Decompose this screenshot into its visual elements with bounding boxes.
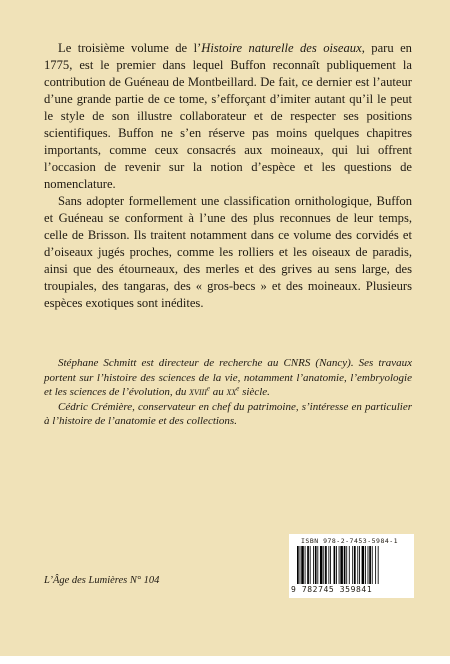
author-bio-schmitt: Stéphane Schmitt est directeur de recherche au CNRS (Nancy). Ses travaux portent sur l’histoire des sciences de la vie, notamment l’anatomie, l’embryologie et les sciences de l’évolution, du xviii$^e$ au $xx^e$ siècle. (44, 357, 412, 399)
barcode-bar (323, 546, 324, 584)
barcode-bar (339, 546, 340, 584)
book-title: Histoire naturelle des oiseaux (201, 41, 362, 55)
barcode-bar (313, 546, 314, 584)
barcode-bar (365, 546, 366, 584)
page-edge (0, 656, 450, 664)
barcode-bar (297, 546, 299, 584)
barcode-bar (340, 546, 343, 584)
barcode-bar (328, 546, 329, 584)
barcode-bar (359, 546, 360, 584)
barcode-bar (300, 546, 301, 584)
barcode-bar (354, 546, 356, 584)
barcode-bar (317, 546, 318, 584)
barcode-bar (372, 546, 373, 584)
barcode-bar (320, 546, 323, 584)
barcode-bar (325, 546, 327, 584)
barcode-bar (330, 546, 331, 584)
barcode-bar (357, 546, 358, 584)
isbn-label: ISBN 978-2-7453-5984-1 (301, 537, 399, 545)
barcode-bar (368, 546, 369, 584)
description-paragraph-1: Le troisième volume de l’Histoire naturelle des oiseaux, paru en 1775, est le premier dans lequel Buffon reconnaît publiquement la contribution de Guéneau de Montbeillard. De fait, ce dernier est l’auteur d’une grande partie de ce tome, s’efforçant d’imiter autant qu’il le peut le style de son illustre collaborateur et de respecter ses positions scientifiques. Buffon ne s’en réserve pas moins quelques chapitres importants, comme ceux consacrés aux moineaux, qui lui offrent l’occasion de revenir sur la notion d’espèce et les questions de nomenclature. (44, 41, 412, 191)
barcode-bar (307, 546, 309, 584)
author-bio-cremiere: Cédric Crémière, conservateur en chef du patrimoine, s’intéresse en particulier à l’histoire de l’anatomie et des collections. (44, 400, 412, 428)
barcode-bar (349, 546, 350, 584)
barcode-bar (344, 546, 346, 584)
barcode-digits: 9 782745 359841 (291, 585, 373, 594)
barcode-bar (378, 546, 379, 584)
barcode-bar (310, 546, 311, 584)
barcode-bar (305, 546, 306, 584)
barcode-bar (346, 546, 347, 584)
barcode (289, 534, 414, 598)
barcode-bar (334, 546, 336, 584)
description-text (44, 40, 412, 312)
barcode-bar (375, 546, 376, 584)
barcode-bar (362, 546, 365, 584)
series-label: L’Âge des Lumières N° 104 (44, 575, 160, 586)
description-paragraph-2: Sans adopter formellement une classification ornithologique, Buffon et Guéneau se conforment à l’une des plus reconnues de leur temps, celle de Brisson. Ils traitent notamment dans ce volume des corvidés et d’oiseaux jugés proches, comme les rolliers et les oiseaux de paradis, ainsi que des étourneaux, des merles et des grives au sens large, des troupiales, des tangaras, des « gros-becs » et des moineaux. Plusieurs espèces exotiques sont inédites. (44, 194, 412, 310)
barcode-bars (297, 546, 407, 584)
barcode-bar (369, 546, 371, 584)
barcode-bar (352, 546, 353, 584)
barcode-bar (301, 546, 304, 584)
barcode-bar (336, 546, 337, 584)
barcode-bar (315, 546, 317, 584)
author-bios (44, 356, 412, 429)
